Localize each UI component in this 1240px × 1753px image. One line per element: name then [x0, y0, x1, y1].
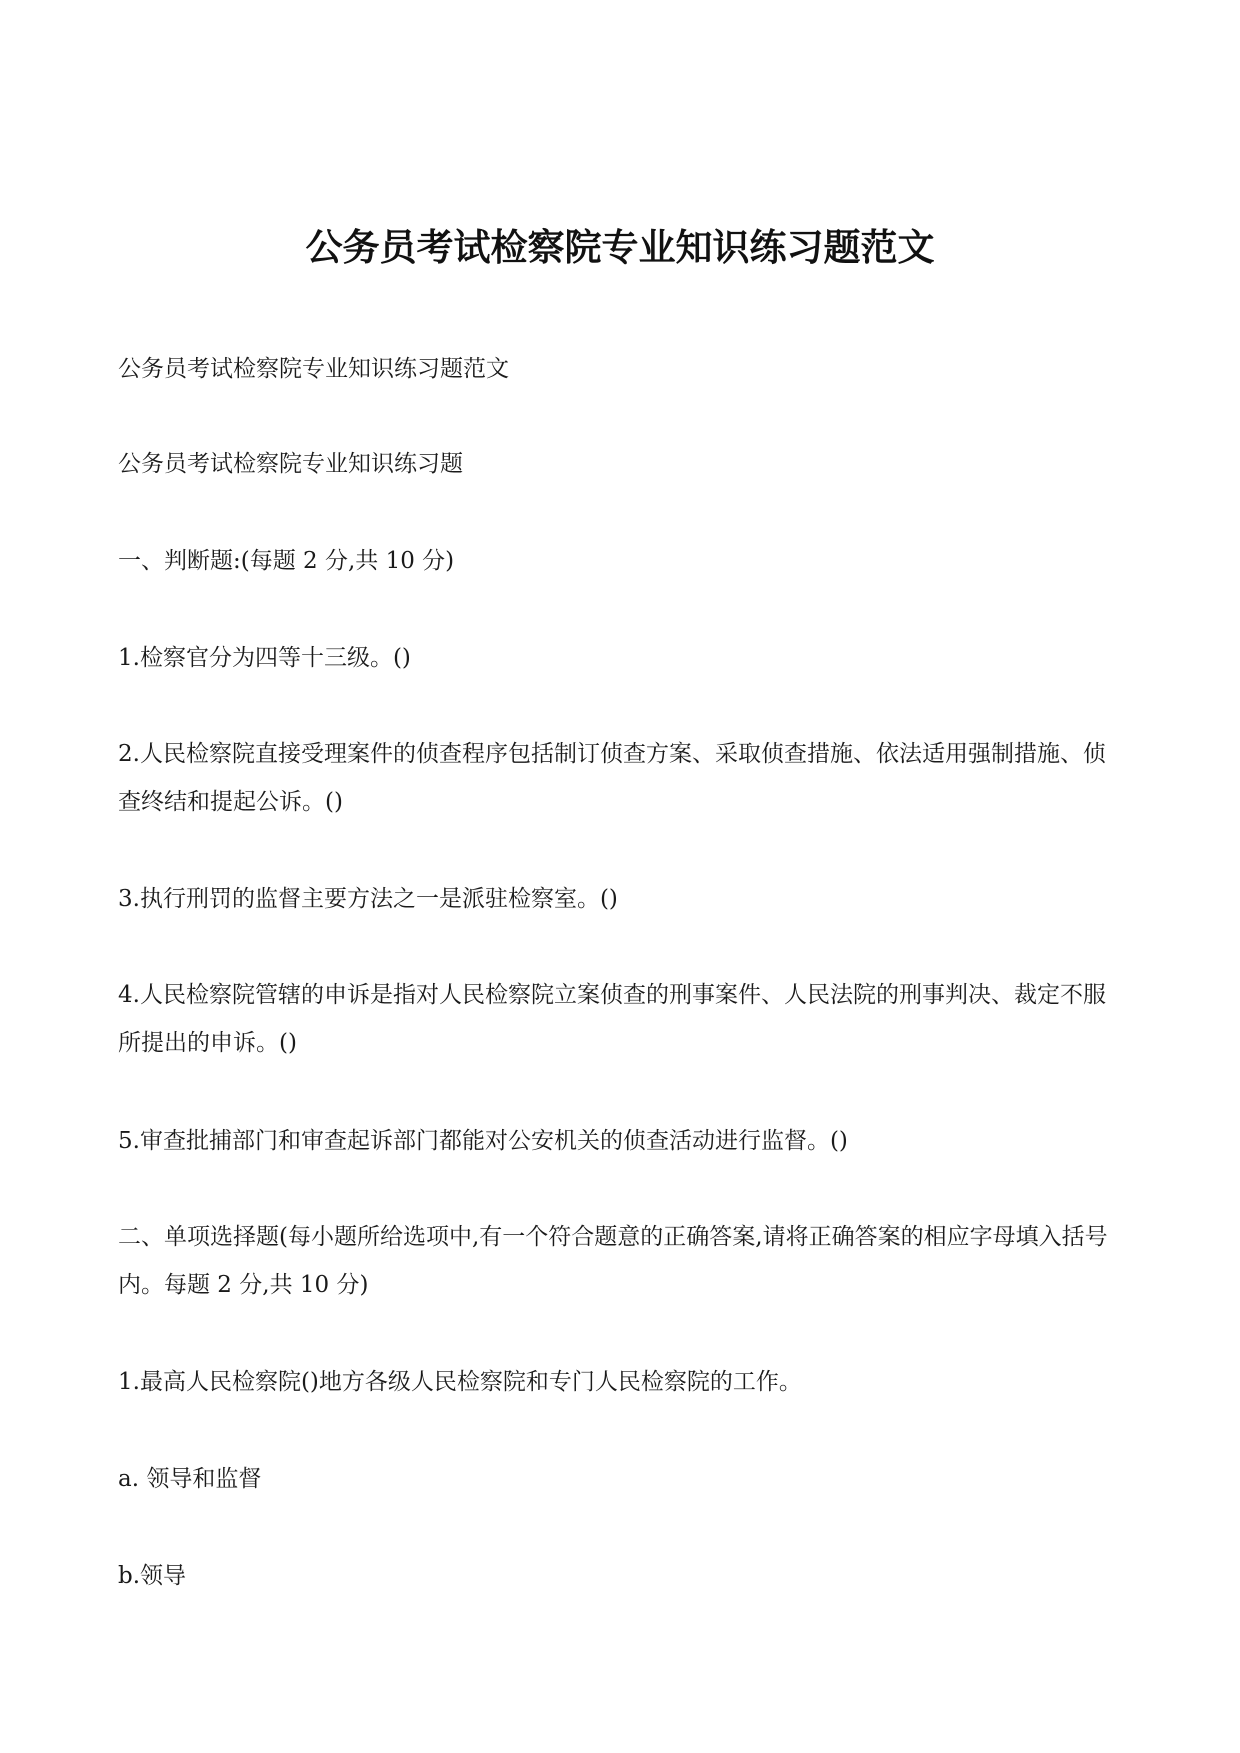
- true-false-question-2: 2.人民检察院直接受理案件的侦查程序包括制订侦查方案、采取侦查措施、依法适用强制措施、侦查终结和提起公诉。(): [118, 741, 1106, 815]
- choice-option-a: a. 领导和监督: [118, 1466, 262, 1492]
- true-false-question-5: 5.审查批捕部门和审查起诉部门都能对公安机关的侦查活动进行监督。(): [118, 1128, 848, 1154]
- document-title: 公务员考试检察院专业知识练习题范文: [305, 225, 935, 269]
- part-two-heading: 二、单项选择题(每小题所给选项中,有一个符合题意的正确答案,请将正确答案的相应字母填入括号内。每题 2 分,共 10 分): [118, 1224, 1108, 1298]
- true-false-question-1: 1.检察官分为四等十三级。(): [118, 645, 411, 671]
- section-heading: 公务员考试检察院专业知识练习题: [118, 451, 463, 477]
- choice-option-b: b.领导: [118, 1563, 187, 1589]
- true-false-question-3: 3.执行刑罚的监督主要方法之一是派驻检察室。(): [118, 886, 618, 912]
- document-subtitle: 公务员考试检察院专业知识练习题范文: [118, 356, 509, 382]
- true-false-question-4: 4.人民检察院管辖的申诉是指对人民检察院立案侦查的刑事案件、人民法院的刑事判决、裁定不服所提出的申诉。(): [118, 982, 1106, 1056]
- choice-question-1: 1.最高人民检察院()地方各级人民检察院和专门人民检察院的工作。: [118, 1369, 802, 1395]
- part-one-heading: 一、判断题:(每题 2 分,共 10 分): [118, 548, 455, 574]
